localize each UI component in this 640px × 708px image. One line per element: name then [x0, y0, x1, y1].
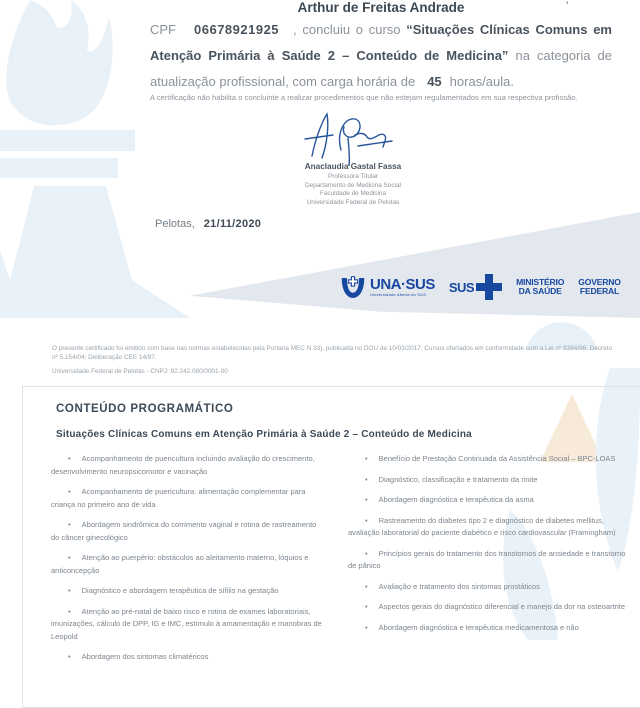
program-item [51, 585, 323, 598]
sus-cross-icon [476, 274, 502, 300]
program-item [51, 651, 323, 664]
program-item [348, 453, 628, 466]
program-card [22, 386, 640, 708]
program-item-text: Diagnóstico e abordagem terapêutica de sífilis na gestação [81, 586, 279, 595]
program-item-text: Avaliação e tratamento dos sintomas prostáticos [378, 581, 540, 591]
torch-bar-2 [0, 158, 118, 178]
program-item-text: Atenção ao puerpério: obstáculos ao aleitamento materno, lóquios e anticoncepção [51, 553, 309, 575]
signer-role: Professora Titular [327, 173, 379, 180]
logos-row [340, 266, 620, 308]
program-item-text: Diagnóstico, classificação e tratamento da rinite [378, 474, 538, 484]
bullet-icon: • [68, 586, 71, 595]
ministry-line2: DA SAÚDE [518, 286, 562, 296]
government-logo [578, 278, 621, 297]
unasus-text [370, 277, 435, 297]
program-item [348, 494, 628, 507]
bullet-icon: • [365, 622, 368, 632]
program-list-left [51, 453, 323, 672]
cpf-label: CPF [150, 22, 176, 37]
stray-mark: ’ [566, 0, 569, 12]
program-item-text: Benefício de Prestação Continuada da Assistência Social – BPC-LOAS [378, 454, 616, 463]
program-item [348, 548, 628, 573]
unasus-icon [340, 274, 366, 301]
program-item [348, 622, 628, 635]
place-date [155, 218, 261, 230]
bullet-icon: • [68, 520, 71, 529]
bullet-icon: • [68, 553, 71, 562]
program-item-text: Acompanhamento de puericultura incluindo avaliação do crescimento, desenvolvimento neuropsicomotor e vacinação [51, 454, 315, 476]
signer-block [253, 162, 453, 207]
issuer-cnpj-line: Universidade Federal de Pelotas - CNPJ: 92.242.080/0001-00 [52, 368, 228, 375]
body-text-3: horas/aula. [449, 74, 514, 89]
body-text-1: , concluiu o curso [293, 22, 407, 37]
bullet-icon: • [68, 454, 71, 463]
program-item [51, 606, 323, 644]
bullet-icon: • [365, 548, 368, 558]
bullet-icon: • [365, 454, 368, 463]
legal-note: O presente certificado foi emitido com base nas normas estabelecidas pela Portaria MEC N 33), publicada no DOU de 10/03/2017. Cursos ofertados em conformidade com a Lei nº 9394/96; Decreto nº 5.154/04; Deliberação CEE 14/97. [52, 345, 613, 361]
program-item [348, 601, 628, 614]
bullet-icon: • [365, 495, 368, 504]
signature-scribble [296, 108, 414, 166]
program-course-name: Situações Clínicas Comuns em Atenção Primária à Saúde 2 – Conteúdo de Medicina [56, 429, 472, 440]
unasus-logo [340, 274, 435, 301]
program-item-text: Abordagem diagnóstica e terapêutica da asma [378, 495, 534, 504]
program-item-text: Princípios gerais do tratamento dos transtornos de ansiedade e transtorno de pânico [348, 548, 626, 570]
bullet-icon: • [365, 474, 368, 484]
course-title: “Situações Clínicas Comuns em Atenção Primária à Saúde 2 – Conteúdo de Medicina” [150, 22, 612, 63]
program-item-text: Acompanhamento de puericultura: alimentação complementar para criança no primeiro ano de vida [51, 487, 306, 509]
program-item [51, 552, 323, 577]
signer-faculty: Faculdade de Medicina [319, 190, 387, 198]
sus-name: SUS [448, 279, 475, 295]
ministry-line1: MINISTÉRIO [516, 276, 565, 287]
date-value: 21/11/2020 [203, 218, 262, 230]
program-heading: CONTEÚDO PROGRAMÁTICO [56, 403, 234, 415]
program-item-text: Abordagem diagnóstica e terapêutica medicamentosa e não [378, 622, 579, 632]
program-item-text: Aspectos gerais do diagnóstico diferencial e manejo da dor na osteoartrite [378, 602, 626, 611]
government-line2: FEDERAL [579, 286, 620, 296]
ministry-logo [516, 278, 564, 297]
program-item [51, 486, 323, 511]
program-item [348, 581, 628, 594]
place-label: Pelotas, [155, 218, 195, 230]
program-item [348, 474, 628, 487]
bullet-icon: • [365, 515, 368, 525]
flame-shape [6, 0, 112, 125]
bullet-icon: • [365, 602, 368, 611]
recipient-name: Arthur de Freitas Andrade [297, 0, 465, 15]
unasus-name: UNA·SUS [370, 276, 435, 293]
hours-value: 45 [427, 74, 442, 89]
disclaimer-text: A certificação não habilita o concluinte a realizar procedimentos que não estejam regulamentados em sua respectiva profissão. [150, 93, 578, 102]
program-item-text: Rastreamento do diabetes tipo 2 e diagnóstico de diabetes mellitus, avaliação laboratorial do paciente diabético e risco cardiovascular (Framingham) [348, 515, 616, 537]
cpf-value: 06678921925 [194, 22, 280, 37]
government-line1: GOVERNO [578, 276, 621, 287]
program-item-text: Abordagem sindrômica do corrimento vaginal e rotina de rastreamento do câncer ginecológico [51, 520, 317, 542]
certificate-body [150, 17, 612, 95]
program-item [348, 515, 628, 540]
signer-department: Departamento de Medicina Social [305, 181, 401, 189]
program-item-text: Atenção ao pré-natal de baixo risco e rotina de exames laboratoriais, imunizações, cálculo de DPP, IG e IMC, estímulo à amamentação e manobras de Leopold [51, 606, 322, 641]
torch-stem [0, 186, 190, 318]
bullet-icon: • [365, 581, 368, 591]
program-item [51, 453, 323, 478]
program-item-text: Abordagem dos sintomas climatéricos [81, 652, 209, 661]
torch-bar-1 [0, 130, 135, 151]
sus-logo [449, 274, 502, 300]
unasus-tagline: Universidade Aberta do SUS [370, 292, 427, 297]
program-item [51, 519, 323, 544]
program-list-right [348, 453, 628, 672]
body-text-2: na categoria de atualização profissional, com carga horária de [150, 48, 613, 89]
signer-name: Anaclaudia Gastal Fassa [304, 162, 402, 171]
bullet-icon: • [68, 606, 71, 616]
bullet-icon: • [68, 487, 71, 496]
program-columns [51, 453, 640, 672]
signer-university: Universidade Federal de Pelotas [306, 198, 400, 206]
bullet-icon: • [68, 652, 71, 661]
